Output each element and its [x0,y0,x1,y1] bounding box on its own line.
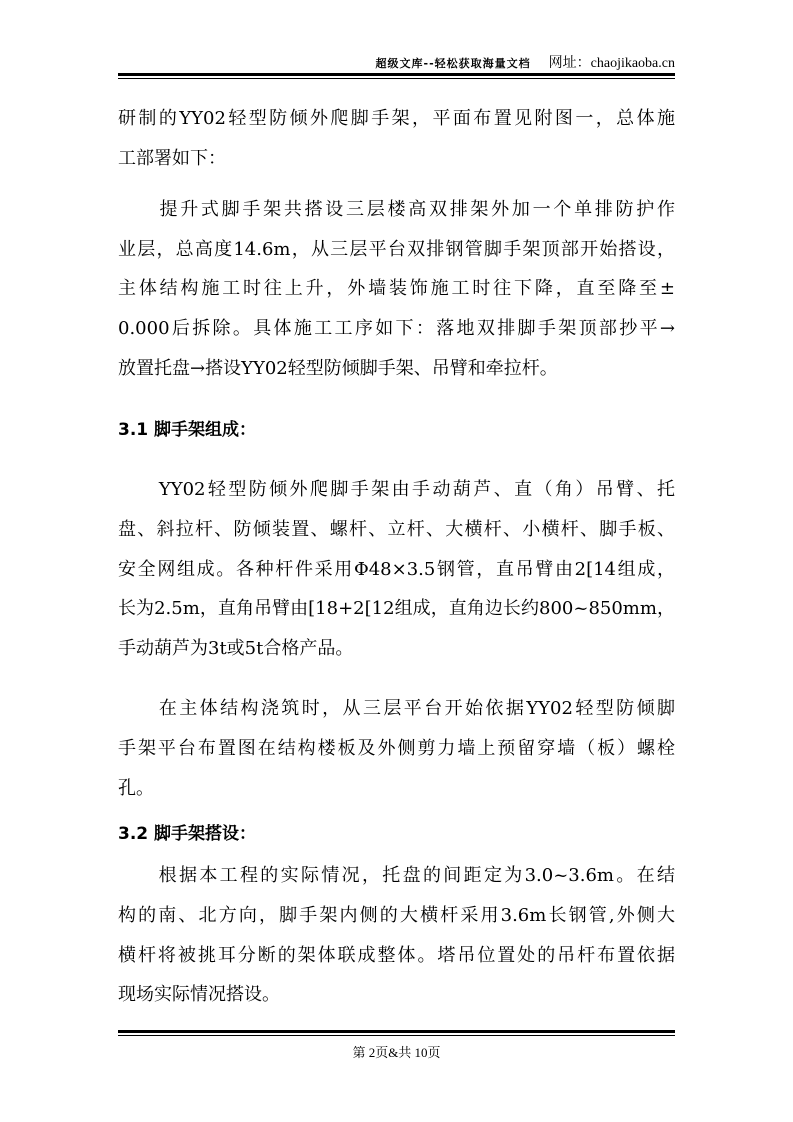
header-rule-thin [118,78,675,79]
page-header [376,52,675,72]
section-heading-3-1: 3.1 脚手架组成： [118,420,257,440]
text-line: 横杆将被挑耳分断的架体联成整体。塔吊位置处的吊杆布置依据 [118,945,675,966]
text-line: 手架平台布置图在结构楼板及外侧剪力墙上预留穿墙（板）螺栓 [118,738,675,759]
text-line: 0.000后拆除。具体施工工序如下：落地双排脚手架顶部抄平→ [118,318,675,339]
text-line: YY02轻型防倾外爬脚手架由手动葫芦、直（角）吊臂、托 [118,479,675,500]
text-line: 工部署如下： [118,148,226,169]
header-site: 超级文库--轻松获取海量文档 [375,57,531,70]
text-line: 在主体结构浇筑时，从三层平台开始依据YY02轻型防倾脚 [118,698,675,719]
text-line: 盘、斜拉杆、防倾装置、螺杆、立杆、大横杆、小横杆、脚手板、 [118,519,675,540]
text-line: 长为2.5m，直角吊臂由[18+2[12组成，直角边长约800~850mm， [118,598,675,619]
text-line: 孔。 [118,778,154,799]
header-url: 网址：chaojikaoba.cn [548,56,675,71]
text-line: 安全网组成。各种杆件采用Φ48×3.5钢管，直吊臂由2[14组成， [118,559,675,580]
footer-rule [118,1030,675,1033]
page-number: 第 2页&共 10页 [352,1045,441,1060]
footer-rule-thin [118,1035,675,1036]
text-line: 业层，总高度14.6m，从三层平台双排钢管脚手架顶部开始搭设， [118,239,675,260]
section-heading-3-2: 3.2 脚手架搭设： [118,824,257,844]
header-rule [118,73,675,76]
text-line: 现场实际情况搭设。 [118,984,280,1005]
text-line: 提升式脚手架共搭设三层楼高双排架外加一个单排防护作 [118,199,675,220]
text-line: 手动葫芦为3t或5t合格产品。 [118,638,354,659]
text-line: 主体结构施工时往上升，外墙装饰施工时往下降，直至降至± [118,278,675,299]
text-line: 研制的YY02轻型防倾外爬脚手架，平面布置见附图一，总体施 [118,108,675,129]
text-line: 放置托盘→搭设YY02轻型防倾脚手架、吊臂和牵拉杆。 [118,358,558,379]
text-line: 根据本工程的实际情况，托盘的间距定为3.0~3.6m。在结 [118,865,675,886]
text-line: 构的南、北方向，脚手架内侧的大横杆采用3.6m长钢管,外侧大 [118,905,675,926]
